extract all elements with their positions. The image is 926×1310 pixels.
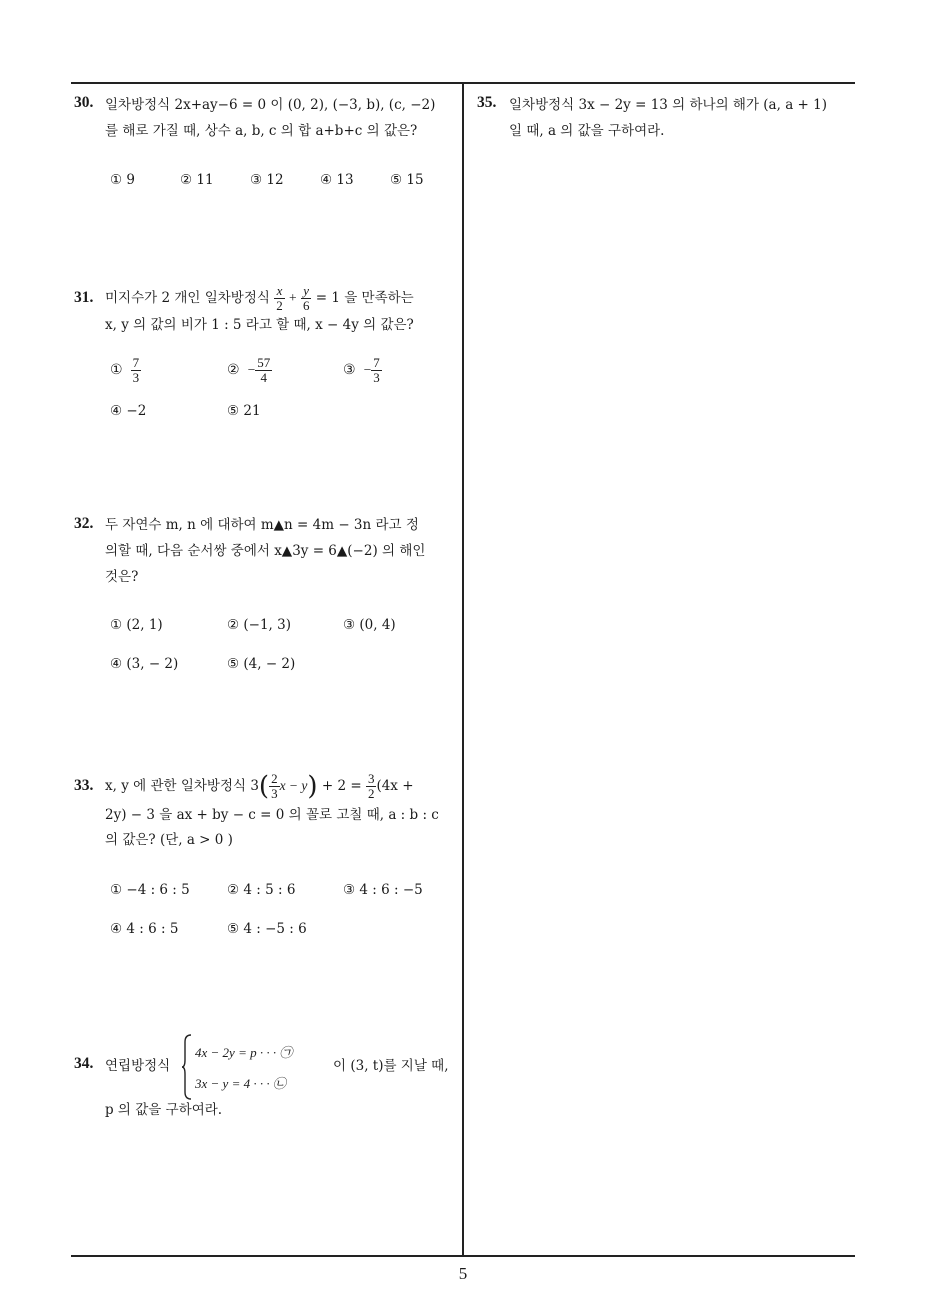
question-text-line: 이 (3, t)를 지날 때, [333, 1058, 449, 1074]
choice-5: ⑤ 21 [227, 403, 261, 419]
choice-5: ⑤ 15 [390, 172, 424, 188]
fraction: $\frac{3}{2}$ [367, 771, 375, 801]
bottom-rule [71, 1255, 855, 1257]
question-text-line: 일차방정식 2x+ay−6 = 0 이 (0, 2), (−3, b), (c, −2) [105, 97, 436, 113]
question-text-line: 미지수가 2 개인 일차방정식 $\frac{x}{2}$ + $\frac{y}{6}$ = 1 을 만족하는 [105, 283, 414, 313]
question-text-line: 연립방정식 [105, 1058, 171, 1074]
choice-3: ③ 12 [250, 172, 284, 188]
system-brace [181, 1034, 193, 1100]
question-number: 34. [74, 1055, 94, 1072]
question-text-line: 2y) − 3 을 ax + by − c = 0 의 꼴로 고칠 때, a : b : c [105, 807, 439, 823]
question-number: 32. [74, 515, 94, 532]
choice-2: ② − $\frac{57}{4}$ [227, 355, 271, 385]
question-number: 30. [74, 94, 94, 111]
question-text-line: 것은? [105, 569, 139, 585]
question-text-line: 의 값은? (단, a > 0 ) [105, 832, 233, 848]
choice-5: ⑤ 4 : −5 : 6 [227, 921, 307, 937]
system-equation-2: 3x − y = 4 · · · ㉡ [195, 1076, 286, 1091]
choice-1: ① −4 : 6 : 5 [110, 882, 190, 898]
question-text-line: 일차방정식 3x − 2y = 13 의 하나의 해가 (a, a + 1) [509, 97, 827, 113]
choice-4: ④ 4 : 6 : 5 [110, 921, 179, 937]
column-divider [462, 82, 464, 1256]
question-text-line: 두 자연수 m, n 에 대하여 m▲n = 4m − 3n 라고 정 [105, 517, 419, 533]
question-text-line: 일 때, a 의 값을 구하여라. [509, 123, 665, 139]
choice-4: ④ 13 [320, 172, 354, 188]
choice-1: ① 9 [110, 172, 135, 188]
choice-3: ③ − $\frac{7}{3}$ [343, 355, 380, 385]
question-text-line: 의할 때, 다음 순서쌍 중에서 x▲3y = 6▲(−2) 의 해인 [105, 543, 426, 559]
fraction: $\frac{x}{2}$ [276, 283, 283, 313]
fraction: $\frac{y}{6}$ [302, 283, 310, 313]
choice-3: ③ (0, 4) [343, 617, 396, 633]
page-number: 5 [458, 1264, 468, 1283]
system-equation-1: 4x − 2y = p · · · ㉠ [195, 1045, 293, 1060]
choice-5: ⑤ (4, − 2) [227, 656, 296, 672]
choice-2: ② 4 : 5 : 6 [227, 882, 296, 898]
choice-3: ③ 4 : 6 : −5 [343, 882, 423, 898]
question-number: 33. [74, 777, 94, 794]
choice-4: ④ −2 [110, 403, 147, 419]
choice-1: ① $\frac{7}{3}$ [110, 355, 140, 385]
choice-2: ② (−1, 3) [227, 617, 291, 633]
question-text-line: p 의 값을 구하여라. [105, 1102, 223, 1118]
question-number: 35. [477, 94, 497, 111]
question-number: 31. [74, 289, 94, 306]
question-text-line: x, y 에 관한 일차방정식 3( $\frac{2}{3}$ x − y) + 2 = $\frac{3}{2}$ (4x + [105, 771, 414, 802]
choice-2: ② 11 [180, 172, 214, 188]
choice-4: ④ (3, − 2) [110, 656, 179, 672]
fraction: $\frac{2}{3}$ [271, 771, 278, 801]
choice-1: ① (2, 1) [110, 617, 163, 633]
question-text-line: x, y 의 값의 비가 1 : 5 라고 할 때, x − 4y 의 값은? [105, 317, 414, 333]
question-text-line: 를 해로 가질 때, 상수 a, b, c 의 합 a+b+c 의 값은? [105, 123, 418, 139]
